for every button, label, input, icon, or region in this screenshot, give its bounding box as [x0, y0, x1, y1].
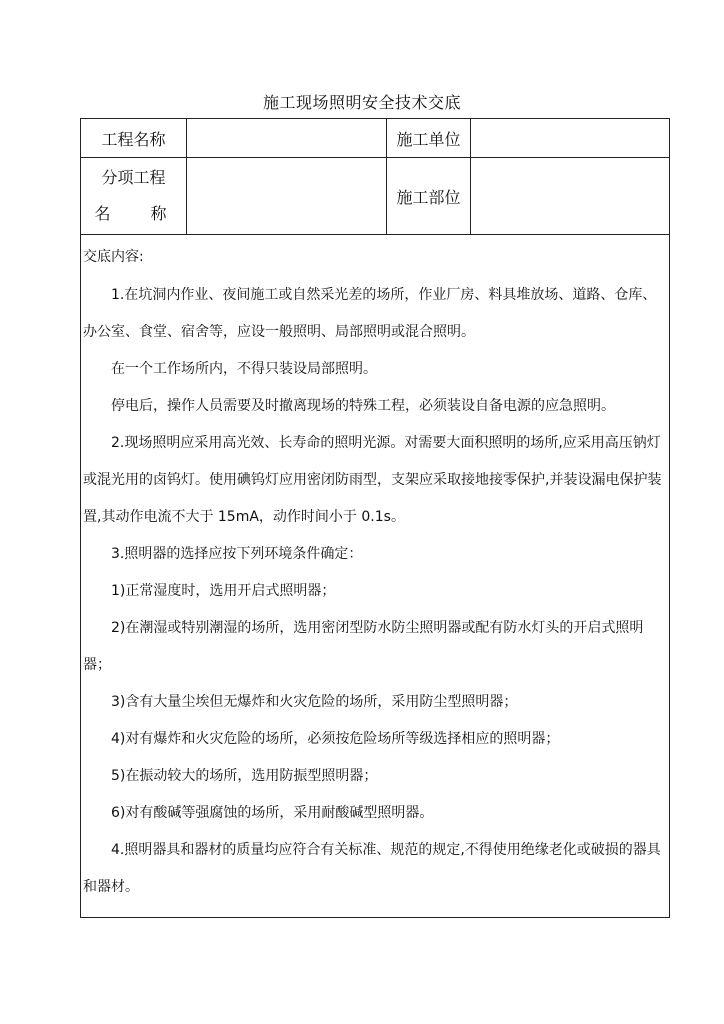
content-paragraph: 3)含有大量尘埃但无爆炸和火灾危险的场所，采用防尘型照明器；	[111, 694, 518, 710]
content-paragraph: 4)对有爆炸和火灾危险的场所，必须按危险场所等级选择相应的照明器；	[111, 731, 560, 747]
disclosure-form-table	[80, 118, 670, 918]
content-heading: 交底内容:	[83, 249, 144, 265]
construction-part-label: 施工部位	[387, 158, 471, 235]
content-paragraph: 1.在坑洞内作业、夜间施工或自然采光差的场所，作业厂房、料具堆放场、道路、仓库、办公室、食堂、宿舍等，应设一般照明、局部照明或混合照明。	[83, 287, 657, 340]
content-paragraph: 6)对有酸碱等强腐蚀的场所，采用耐酸碱型照明器。	[111, 805, 434, 821]
content-paragraph: 在一个工作场所内，不得只装设局部照明。	[111, 361, 377, 377]
content-paragraph: 3.照明器的选择应按下列环境条件确定：	[111, 546, 363, 562]
sub-project-label	[81, 158, 187, 235]
construction-unit-label: 施工单位	[387, 119, 471, 158]
construction-part-field[interactable]	[471, 158, 670, 235]
disclosure-content	[81, 235, 669, 914]
content-paragraph: 1)正常湿度时，选用开启式照明器；	[111, 583, 336, 599]
project-name-label: 工程名称	[81, 119, 187, 158]
form-row-subproject	[81, 158, 670, 235]
content-paragraph: 停电后，操作人员需要及时撤离现场的特殊工程，必须装设自备电源的应急照明。	[111, 398, 615, 414]
content-paragraph: 4.照明器具和器材的质量均应符合有关标准、规范的规定,不得使用绝缘老化或破损的器具和器材。	[83, 842, 661, 895]
project-name-field[interactable]	[187, 119, 387, 158]
form-row-content	[81, 235, 670, 918]
document-title: 施工现场照明安全技术交底	[262, 93, 461, 112]
sub-project-field[interactable]	[187, 158, 387, 235]
content-paragraph: 2.现场照明应采用高光效、长寿命的照明光源。对需要大面积照明的场所,应采用高压钠灯或混光用的卤钨灯。使用碘钨灯应用密闭防雨型，支架应采取接地接零保护,并装设漏电保护装置,其动作电流不大于 15mA，动作时间小于 0.1s。	[83, 435, 662, 525]
sub-project-label-line2: 名 称	[94, 204, 179, 223]
sub-project-label-line1: 分项工程	[101, 168, 166, 187]
form-row-project	[81, 119, 670, 158]
disclosure-content-cell	[81, 235, 670, 918]
content-paragraph: 2)在潮湿或特别潮湿的场所，选用密闭型防水防尘照明器或配有防水灯头的开启式照明器；	[83, 620, 644, 673]
content-paragraph: 5)在振动较大的场所，选用防振型照明器；	[111, 768, 378, 784]
construction-unit-field[interactable]	[471, 119, 670, 158]
